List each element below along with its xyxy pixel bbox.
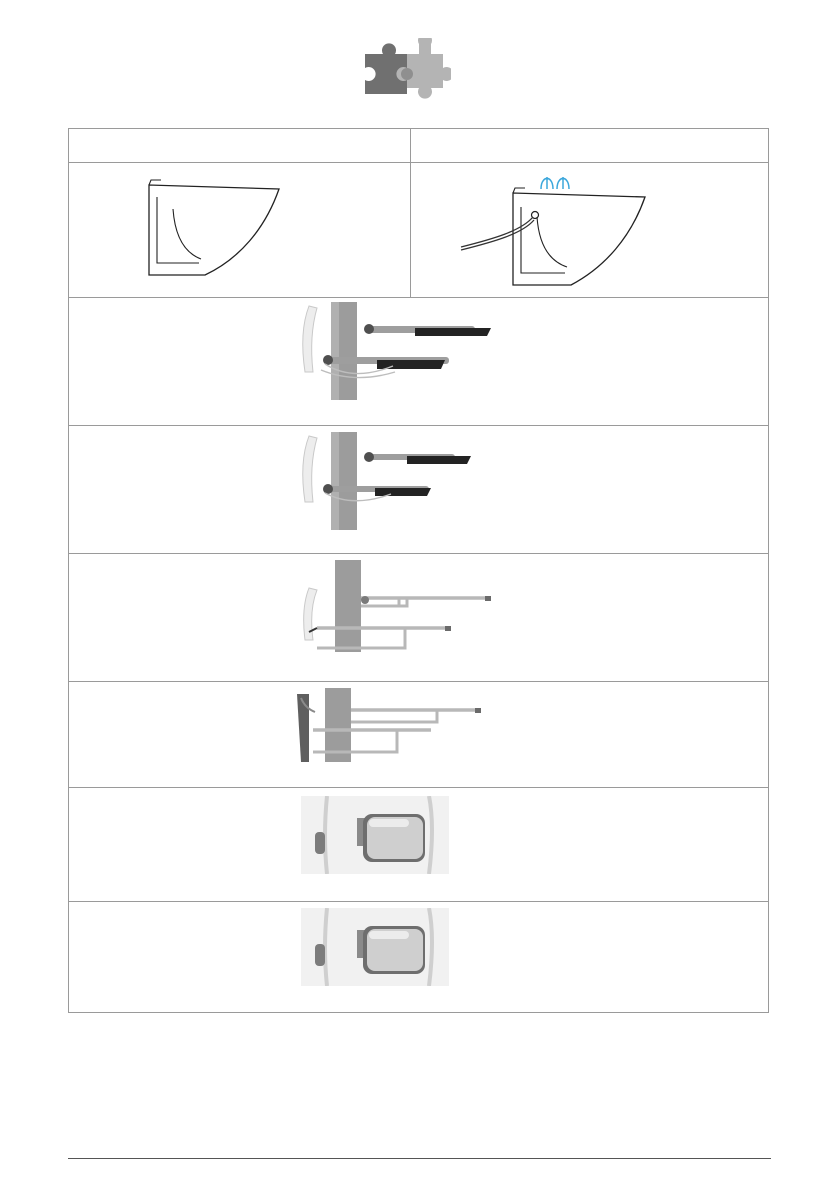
wall-hung-wc-with-bidet-shower-icon: [455, 167, 695, 289]
accessory-row: [69, 682, 768, 788]
backrest-image: [301, 908, 449, 986]
variant-cell-bidet: [411, 163, 768, 297]
accessory-row: [69, 298, 768, 426]
u-shaped-support-arms-image: [295, 560, 495, 652]
accessory-row: [69, 426, 768, 554]
variant-cell-wc: [69, 163, 410, 297]
equipment-table: [68, 128, 769, 1013]
backrest-image: [301, 796, 449, 874]
puzzle-logo-icon: [357, 38, 451, 102]
wall-hung-wc-icon: [139, 175, 284, 277]
accessory-row: [69, 902, 768, 1014]
accessory-row: [69, 788, 768, 902]
toilet-variants-row: [69, 163, 768, 298]
u-shaped-support-arms-image: [291, 688, 491, 762]
support-arms-image: [295, 302, 495, 400]
footer-divider: [68, 1158, 771, 1159]
support-arms-image: [295, 432, 495, 530]
table-header-row: [69, 129, 768, 163]
accessory-row: [69, 554, 768, 682]
